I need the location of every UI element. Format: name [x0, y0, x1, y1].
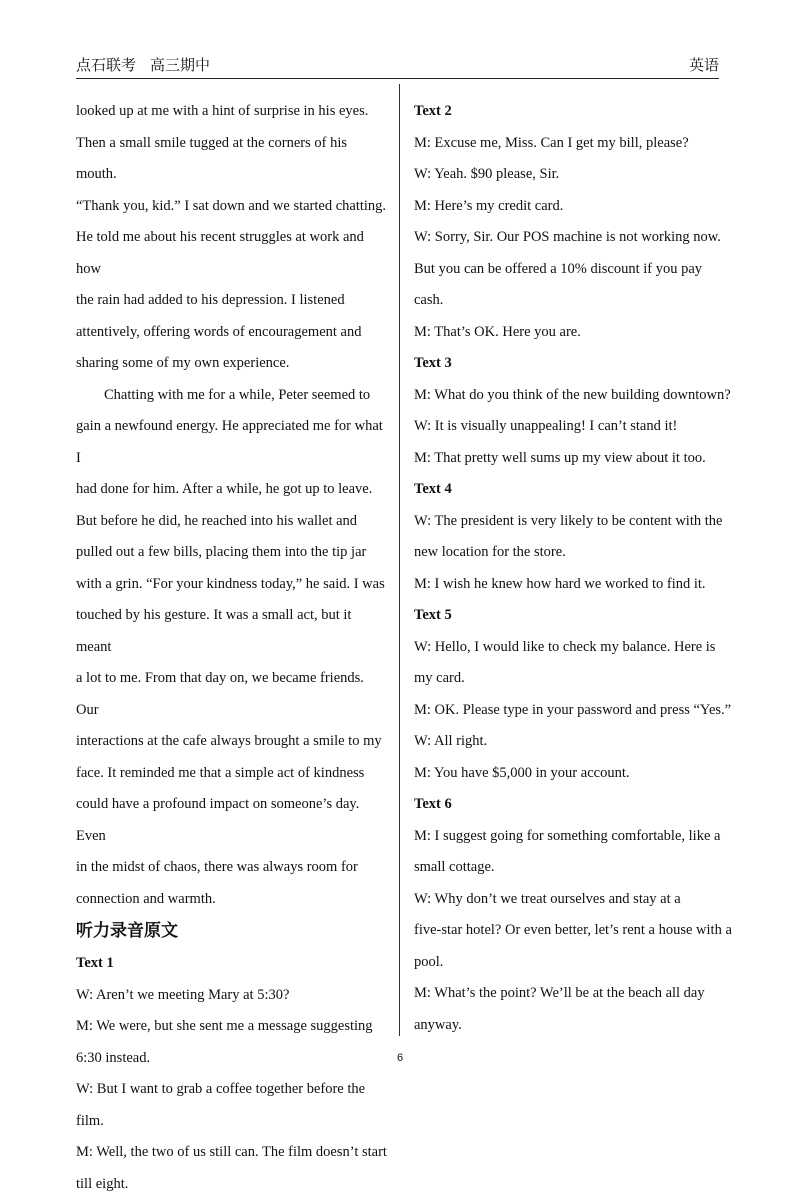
dialogue-line: cash.: [414, 285, 732, 317]
dialogue-line: M: I wish he knew how hard we worked to find it.: [414, 569, 732, 601]
text-line: interactions at the cafe always brought a smile to my: [76, 726, 388, 758]
text-line: But before he did, he reached into his wallet and: [76, 506, 388, 538]
dialogue-line: five-star hotel? Or even better, let’s rent a house with a: [414, 915, 732, 947]
dialogue-line: W: Sorry, Sir. Our POS machine is not working now.: [414, 222, 732, 254]
text-heading: Text 6: [414, 789, 732, 821]
text-heading: Text 3: [414, 348, 732, 380]
text-line: attentively, offering words of encouragement and: [76, 317, 388, 349]
dialogue-line: W: Why don’t we treat ourselves and stay at a: [414, 884, 732, 916]
text-line: He told me about his recent struggles at work and how: [76, 222, 388, 285]
text-heading: Text 2: [414, 96, 732, 128]
text-line: connection and warmth.: [76, 884, 388, 916]
dialogue-line: M: What’s the point? We’ll be at the beach all day: [414, 978, 732, 1010]
dialogue-line: M: We were, but she sent me a message suggesting: [76, 1011, 388, 1043]
dialogue-line: 6:30 instead.: [76, 1043, 388, 1075]
dialogue-line: W: All right.: [414, 726, 732, 758]
right-column: [414, 96, 732, 1041]
text-line: a lot to me. From that day on, we became friends. Our: [76, 663, 388, 726]
text-line: touched by his gesture. It was a small act, but it meant: [76, 600, 388, 663]
dialogue-line: W: The president is very likely to be content with the: [414, 506, 732, 538]
dialogue-line: small cottage.: [414, 852, 732, 884]
text-line: looked up at me with a hint of surprise in his eyes.: [76, 96, 388, 128]
dialogue-line: anyway.: [414, 1010, 732, 1042]
text-heading: Text 4: [414, 474, 732, 506]
dialogue-line: M: Here’s my credit card.: [414, 191, 732, 223]
dialogue-line: M: OK. Please type in your password and press “Yes.”: [414, 695, 732, 727]
dialogue-line: pool.: [414, 947, 732, 979]
text-line: face. It reminded me that a simple act of kindness: [76, 758, 388, 790]
header-exam: 高三期中: [150, 58, 210, 74]
left-column: [76, 96, 388, 1200]
dialogue-line: M: Well, the two of us still can. The film doesn’t start: [76, 1137, 388, 1169]
page-header: [76, 58, 719, 79]
text-line: sharing some of my own experience.: [76, 348, 388, 380]
text-line: in the midst of chaos, there was always room for: [76, 852, 388, 884]
text-line: Chatting with me for a while, Peter seemed to: [76, 380, 388, 412]
dialogue-line: M: Excuse me, Miss. Can I get my bill, please?: [414, 128, 732, 160]
header-subject: 英语: [689, 58, 719, 74]
text-line: gain a newfound energy. He appreciated me for what I: [76, 411, 388, 474]
dialogue-line: M: What do you think of the new building downtown?: [414, 380, 732, 412]
text-line: could have a profound impact on someone’s day. Even: [76, 789, 388, 852]
header-left: [76, 58, 224, 74]
dialogue-line: But you can be offered a 10% discount if you pay: [414, 254, 732, 286]
text-line: “Thank you, kid.” I sat down and we started chatting.: [76, 191, 388, 223]
dialogue-line: new location for the store.: [414, 537, 732, 569]
dialogue-line: M: I suggest going for something comfortable, like a: [414, 821, 732, 853]
dialogue-line: till eight.: [76, 1169, 388, 1200]
dialogue-line: film.: [76, 1106, 388, 1138]
dialogue-line: W: But I want to grab a coffee together before the: [76, 1074, 388, 1106]
dialogue-line: my card.: [414, 663, 732, 695]
dialogue-line: W: Hello, I would like to check my balance. Here is: [414, 632, 732, 664]
dialogue-line: M: That’s OK. Here you are.: [414, 317, 732, 349]
dialogue-line: W: It is visually unappealing! I can’t stand it!: [414, 411, 732, 443]
text-line: with a grin. “For your kindness today,” he said. I was: [76, 569, 388, 601]
text-line: pulled out a few bills, placing them into the tip jar: [76, 537, 388, 569]
page-number: 6: [0, 1052, 800, 1064]
dialogue-line: W: Aren’t we meeting Mary at 5:30?: [76, 980, 388, 1012]
dialogue-line: M: You have $5,000 in your account.: [414, 758, 732, 790]
text-line: the rain had added to his depression. I listened: [76, 285, 388, 317]
text-heading: Text 1: [76, 948, 388, 980]
text-heading: Text 5: [414, 600, 732, 632]
header-publisher: 点石联考: [76, 58, 136, 74]
section-title: 听力录音原文: [76, 914, 388, 948]
dialogue-line: M: That pretty well sums up my view about it too.: [414, 443, 732, 475]
dialogue-line: W: Yeah. $90 please, Sir.: [414, 159, 732, 191]
text-line: Then a small smile tugged at the corners of his mouth.: [76, 128, 388, 191]
column-divider: [399, 84, 400, 1036]
text-line: had done for him. After a while, he got up to leave.: [76, 474, 388, 506]
